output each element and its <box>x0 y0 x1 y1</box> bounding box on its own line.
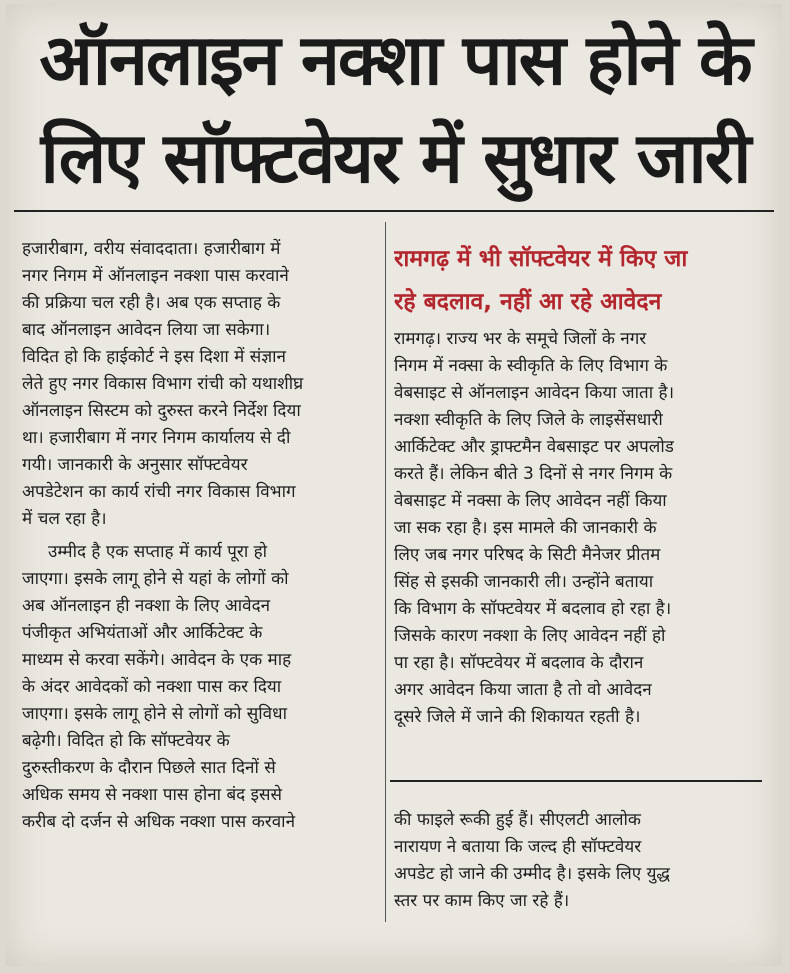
continuation-line: की फाइले रूकी हुई हैं। सीएलटी आलोक <box>394 810 641 830</box>
column-rule <box>385 222 386 922</box>
sidebar-line: लिए जब नगर परिषद के सिटी मैनेजर प्रीतम <box>394 545 661 565</box>
main-story-line: करीब दो दर्जन से अधिक नक्शा पास करवाने <box>22 812 296 832</box>
sidebar-line: जिसके कारण नक्शा के लिए आवेदन नहीं हो <box>394 626 666 646</box>
main-story-line: उम्मीद है एक सप्ताह में कार्य पूरा हो <box>48 542 268 562</box>
main-story-line: लेते हुए नगर विकास विभाग रांची को यथाशीघ्र <box>22 374 304 394</box>
continuation-line: अपडेट हो जाने की उम्मीद है। इसके लिए युद्ध <box>394 864 671 884</box>
sidebar-line: करते हैं। लेकिन बीते 3 दिनों से नगर निगम के <box>394 464 673 484</box>
main-story-line: बढ़ेगी। विदित हो कि सॉफ्टवेयर के <box>22 731 230 751</box>
main-story <box>22 236 380 836</box>
sidebar-line: पा रहा है। सॉफ्टवेयर में बदलाव के दौरान <box>394 653 644 673</box>
main-story-line: की प्रक्रिया चल रही है। अब एक सप्ताह के <box>22 293 281 313</box>
headline-line-1: ऑनलाइन नक्शा पास होने के <box>39 19 751 101</box>
headline-line-2: लिए सॉफ्टवेयर में सुधार जारी <box>40 117 750 199</box>
sidebar-subheadline-line-2: रहे बदलाव, नहीं आ रहे आवेदन <box>394 289 662 315</box>
main-story-continuation <box>394 807 756 915</box>
sidebar-line: आर्किटेक्ट और ड्राफ्टमैन वेबसाइट पर अपलोड <box>394 437 674 457</box>
sidebar-line: अगर आवेदन किया जाता है तो वो आवेदन <box>394 680 652 700</box>
main-story-line: अधिक समय से नक्शा पास होना बंद इससे <box>22 785 282 805</box>
sidebar-line: वेबसाइट में नक्सा के लिए आवेदन नहीं किया <box>394 491 667 511</box>
sidebar-line: सिंह से इसकी जानकारी ली। उन्होंने बताया <box>394 572 654 592</box>
main-story-line: अपडेटेशन का कार्य रांची नगर विकास विभाग <box>22 482 296 502</box>
sidebar-line: नक्शा स्वीकृति के लिए जिले के लाइसेंसधारी <box>394 410 663 430</box>
main-story-line: बाद ऑनलाइन आवेदन लिया जा सकेगा। <box>22 320 271 340</box>
main-story-line: माध्यम से करवा सकेंगे। आवेदन के एक माह <box>22 650 292 670</box>
sidebar-line: वेबसाइट से ऑनलाइन आवेदन किया जाता है। <box>394 383 675 403</box>
main-story-line: था। हजारीबाग में नगर निगम कार्यालय से दी <box>22 428 291 448</box>
main-story-line: अब ऑनलाइन ही नक्शा के लिए आवेदन <box>22 596 271 616</box>
sidebar-line: जा सक रहा है। इस मामले की जानकारी के <box>394 518 657 538</box>
main-story-line: पंजीकृत अभियंताओं और आर्किटेक्ट के <box>22 623 263 643</box>
headline-rule <box>14 210 774 212</box>
continuation-line: स्तर पर काम किए जा रहे हैं। <box>394 891 570 911</box>
sidebar-line: कि विभाग के सॉफ्टवेयर में बदलाव हो रहा है। <box>394 599 672 619</box>
main-story-line: ऑनलाइन सिस्टम को दुरुस्त करने निर्देश दिया <box>22 401 301 421</box>
main-story-line: जाएगा। इसके लागू होने से यहां के लोगों को <box>22 569 289 589</box>
main-story-line: गयी। जानकारी के अनुसार सॉफ्टवेयर <box>22 455 248 475</box>
main-story-line: जाएगा। इसके लागू होने से लोगों को सुविधा <box>22 704 287 724</box>
sidebar-story <box>394 326 756 731</box>
main-story-line: नगर निगम में ऑनलाइन नक्शा पास करवाने <box>22 266 289 286</box>
main-story-line: दुरुस्तीकरण के दौरान पिछले सात दिनों से <box>22 758 276 778</box>
sidebar-subheadline <box>394 238 764 324</box>
sidebar-line: रामगढ़। राज्य भर के समूचे जिलों के नगर <box>394 329 647 349</box>
sidebar-line: दूसरे जिले में जाने की शिकायत रहती है। <box>394 707 641 727</box>
sidebar-line: निगम में नक्सा के स्वीकृति के लिए विभाग के <box>394 356 668 376</box>
main-story-line: के अंदर आवेदकों को नक्शा पास कर दिया <box>22 677 282 697</box>
sidebar-subheadline-line-1: रामगढ़ में भी सॉफ्टवेयर में किए जा <box>394 246 688 272</box>
main-story-line: में चल रहा है। <box>22 509 107 529</box>
sidebar-bottom-rule <box>390 780 762 782</box>
main-story-line: विदित हो कि हाईकोर्ट ने इस दिशा में संज्ञान <box>22 347 286 367</box>
continuation-line: नारायण ने बताया कि जल्द ही सॉफ्टवेयर <box>394 837 642 857</box>
main-story-line: हजारीबाग, वरीय संवाददाता। हजारीबाग में <box>22 239 281 259</box>
